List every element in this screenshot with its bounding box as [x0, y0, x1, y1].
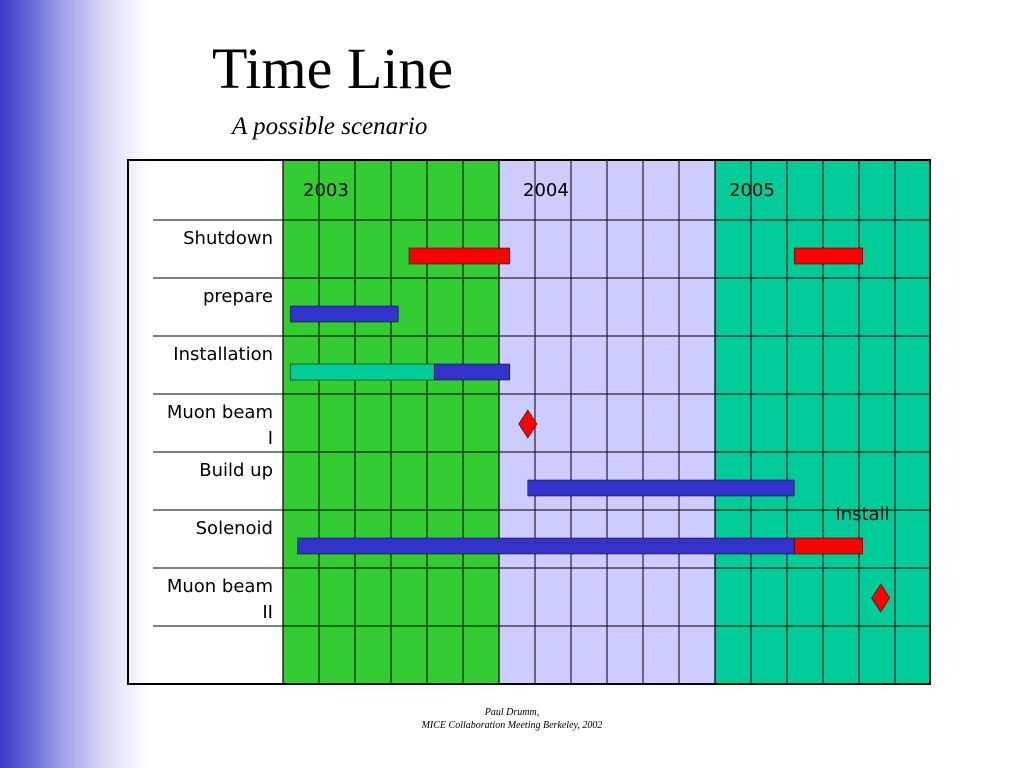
year-label-2005: 2005 [729, 180, 775, 201]
footer-author: Paul Drumm, [484, 707, 540, 718]
row-label [143, 458, 273, 484]
row-label-line: Muon beam [166, 576, 273, 597]
row-label-line: Build up [199, 460, 273, 481]
year-label-2003: 2003 [303, 180, 349, 201]
task-bar [794, 248, 862, 264]
task-bar [409, 248, 510, 264]
slide-title: Time Line [212, 36, 454, 101]
footer [312, 706, 712, 732]
row-label [143, 516, 273, 542]
row-label [143, 400, 273, 452]
row-label-line: Solenoid [195, 518, 273, 539]
task-bar [434, 364, 510, 380]
row-label-line: Shutdown [183, 228, 273, 249]
row-label-line: prepare [202, 286, 273, 307]
row-label-line: II [262, 602, 273, 623]
row-label [143, 574, 273, 626]
task-bar [297, 538, 794, 554]
annotation-install: Install [835, 504, 890, 525]
row-label [143, 284, 273, 310]
row-label-line: I [267, 428, 273, 449]
task-bar [290, 306, 398, 322]
footer-event: MICE Collaboration Meeting Berkeley, 2002 [421, 720, 603, 731]
task-bar [290, 364, 434, 380]
task-bar [794, 538, 862, 554]
year-label-2004: 2004 [523, 180, 569, 201]
slide-subtitle: A possible scenario [232, 113, 428, 140]
row-label-line: Muon beam [166, 402, 273, 423]
row-label-line: Installation [173, 344, 273, 365]
row-label [143, 226, 273, 252]
task-bar [528, 480, 794, 496]
row-label [143, 342, 273, 368]
